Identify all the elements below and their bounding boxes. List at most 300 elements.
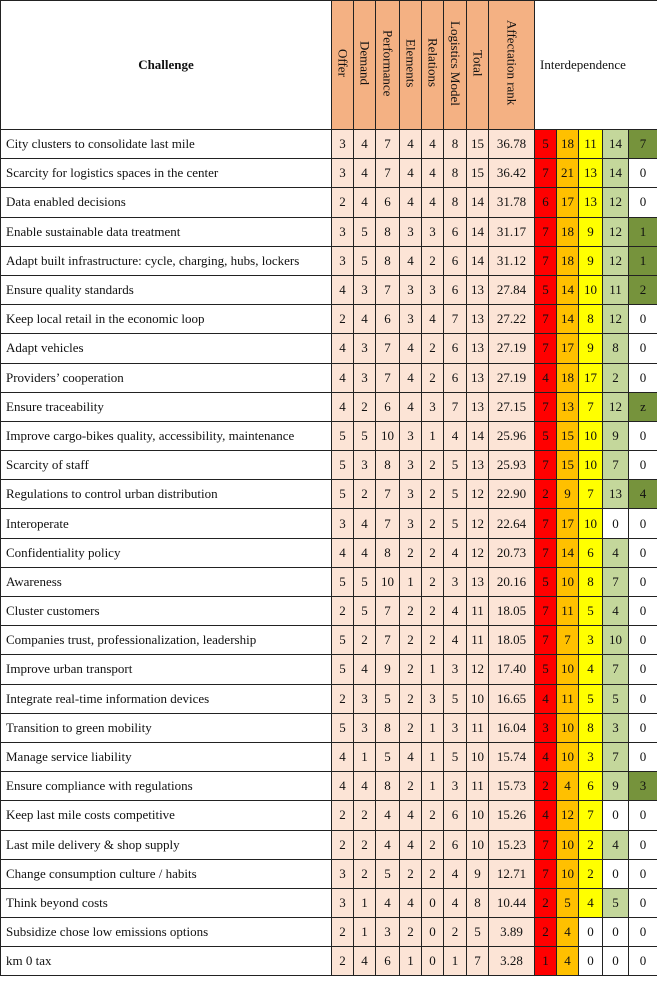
value-cell: 27.19: [489, 334, 535, 363]
interdependence-cell: 14: [557, 305, 579, 334]
value-cell: 11: [467, 772, 489, 801]
value-cell: 2: [332, 305, 354, 334]
value-cell: 5: [332, 451, 354, 480]
interdependence-cell: 3: [579, 742, 603, 771]
value-cell: 8: [467, 888, 489, 917]
challenge-cell: Keep last mile costs competitive: [1, 801, 332, 830]
interdependence-cell: 0: [629, 713, 657, 742]
header-label: Offer: [335, 49, 351, 77]
interdependence-cell: 7: [603, 451, 629, 480]
interdependence-cell: 0: [629, 538, 657, 567]
value-cell: 6: [444, 363, 467, 392]
value-cell: 3: [354, 684, 376, 713]
value-cell: 4: [400, 159, 422, 188]
value-cell: 5: [332, 421, 354, 450]
interdependence-cell: 0: [629, 597, 657, 626]
table-row: [1, 363, 657, 392]
value-cell: 2: [422, 626, 444, 655]
value-cell: 2: [422, 509, 444, 538]
value-cell: 3: [444, 567, 467, 596]
value-cell: 4: [332, 275, 354, 304]
interdependence-cell: 7: [579, 480, 603, 509]
value-cell: 6: [444, 275, 467, 304]
header-challenge: Challenge: [1, 1, 332, 130]
value-cell: 8: [376, 451, 400, 480]
value-cell: 22.90: [489, 480, 535, 509]
value-cell: 15.73: [489, 772, 535, 801]
interdependence-cell: 9: [579, 246, 603, 275]
value-cell: 4: [400, 801, 422, 830]
value-cell: 7: [467, 947, 489, 976]
interdependence-cell: 10: [557, 713, 579, 742]
header-interdependence: Interdependence: [535, 1, 657, 130]
challenge-cell: Ensure compliance with regulations: [1, 772, 332, 801]
interdependence-cell: 0: [629, 363, 657, 392]
value-cell: 2: [332, 684, 354, 713]
value-cell: 2: [400, 772, 422, 801]
value-cell: 4: [400, 130, 422, 159]
value-cell: 3: [444, 713, 467, 742]
value-cell: 5: [444, 451, 467, 480]
value-cell: 3: [332, 509, 354, 538]
value-cell: 2: [354, 480, 376, 509]
value-cell: 10: [467, 801, 489, 830]
value-cell: 3.28: [489, 947, 535, 976]
interdependence-cell: 4: [535, 742, 557, 771]
value-cell: 2: [400, 713, 422, 742]
value-cell: 2: [354, 830, 376, 859]
table-row: [1, 801, 657, 830]
value-cell: 2: [400, 597, 422, 626]
value-cell: 4: [444, 538, 467, 567]
value-cell: 15.23: [489, 830, 535, 859]
interdependence-cell: 10: [557, 655, 579, 684]
interdependence-cell: 5: [579, 684, 603, 713]
value-cell: 4: [400, 392, 422, 421]
value-cell: 11: [467, 713, 489, 742]
challenge-cell: Improve cargo-bikes quality, accessibility, maintenance: [1, 421, 332, 450]
interdependence-cell: 5: [535, 130, 557, 159]
interdependence-cell: 1: [629, 246, 657, 275]
interdependence-cell: 18: [557, 217, 579, 246]
value-cell: 4: [422, 159, 444, 188]
header-column: [376, 1, 400, 130]
interdependence-cell: 2: [535, 888, 557, 917]
interdependence-cell: 2: [535, 918, 557, 947]
interdependence-cell: 8: [579, 713, 603, 742]
value-cell: 5: [444, 684, 467, 713]
interdependence-cell: 7: [629, 130, 657, 159]
challenge-cell: City clusters to consolidate last mile: [1, 130, 332, 159]
value-cell: 6: [376, 305, 400, 334]
value-cell: 3.89: [489, 918, 535, 947]
interdependence-cell: 15: [557, 421, 579, 450]
value-cell: 12: [467, 538, 489, 567]
value-cell: 15.26: [489, 801, 535, 830]
table-row: [1, 538, 657, 567]
value-cell: 3: [332, 130, 354, 159]
interdependence-cell: 7: [557, 626, 579, 655]
table-body: [1, 130, 657, 976]
value-cell: 2: [422, 597, 444, 626]
value-cell: 13: [467, 392, 489, 421]
interdependence-cell: 8: [603, 334, 629, 363]
challenge-cell: Enable sustainable data treatment: [1, 217, 332, 246]
interdependence-cell: 1: [535, 947, 557, 976]
challenge-cell: Transition to green mobility: [1, 713, 332, 742]
interdependence-cell: 17: [557, 509, 579, 538]
interdependence-cell: 12: [557, 801, 579, 830]
value-cell: 4: [444, 859, 467, 888]
interdependence-cell: 4: [535, 684, 557, 713]
interdependence-cell: 4: [557, 918, 579, 947]
table-row: [1, 684, 657, 713]
value-cell: 10: [376, 567, 400, 596]
table-row: [1, 392, 657, 421]
challenge-cell: Regulations to control urban distribution: [1, 480, 332, 509]
value-cell: 7: [376, 363, 400, 392]
value-cell: 4: [354, 772, 376, 801]
interdependence-cell: 0: [629, 947, 657, 976]
value-cell: 3: [444, 772, 467, 801]
interdependence-cell: 4: [603, 538, 629, 567]
value-cell: 5: [444, 742, 467, 771]
value-cell: 7: [376, 275, 400, 304]
value-cell: 4: [400, 742, 422, 771]
interdependence-cell: 0: [629, 888, 657, 917]
value-cell: 31.17: [489, 217, 535, 246]
value-cell: 3: [400, 451, 422, 480]
challenge-cell: Manage service liability: [1, 742, 332, 771]
value-cell: 27.22: [489, 305, 535, 334]
value-cell: 2: [422, 830, 444, 859]
table-row: [1, 130, 657, 159]
value-cell: 4: [444, 421, 467, 450]
interdependence-cell: 0: [629, 626, 657, 655]
interdependence-cell: 0: [629, 859, 657, 888]
header-column: [467, 1, 489, 130]
value-cell: 3: [422, 217, 444, 246]
value-cell: 3: [444, 655, 467, 684]
interdependence-cell: 7: [535, 451, 557, 480]
table-row: [1, 305, 657, 334]
value-cell: 13: [467, 305, 489, 334]
table-row: [1, 888, 657, 917]
value-cell: 2: [354, 859, 376, 888]
value-cell: 13: [467, 275, 489, 304]
interdependence-cell: 10: [557, 859, 579, 888]
value-cell: 1: [422, 655, 444, 684]
table-row: [1, 421, 657, 450]
value-cell: 15: [467, 130, 489, 159]
value-cell: 1: [400, 947, 422, 976]
interdependence-cell: 0: [629, 567, 657, 596]
value-cell: 5: [354, 597, 376, 626]
value-cell: 2: [332, 801, 354, 830]
value-cell: 4: [332, 363, 354, 392]
value-cell: 4: [376, 888, 400, 917]
interdependence-cell: 5: [535, 567, 557, 596]
interdependence-cell: 0: [603, 947, 629, 976]
interdependence-cell: 0: [629, 305, 657, 334]
value-cell: 11: [467, 626, 489, 655]
value-cell: 5: [376, 859, 400, 888]
table-row: [1, 830, 657, 859]
value-cell: 16.65: [489, 684, 535, 713]
challenge-cell: Think beyond costs: [1, 888, 332, 917]
interdependence-cell: 9: [557, 480, 579, 509]
interdependence-cell: 18: [557, 363, 579, 392]
interdependence-cell: 12: [603, 188, 629, 217]
value-cell: 7: [376, 597, 400, 626]
value-cell: 31.78: [489, 188, 535, 217]
value-cell: 3: [400, 509, 422, 538]
value-cell: 3: [422, 684, 444, 713]
interdependence-cell: 18: [557, 246, 579, 275]
interdependence-cell: 5: [535, 421, 557, 450]
interdependence-cell: 8: [579, 567, 603, 596]
value-cell: 27.15: [489, 392, 535, 421]
value-cell: 14: [467, 188, 489, 217]
value-cell: 2: [400, 859, 422, 888]
value-cell: 4: [400, 363, 422, 392]
interdependence-cell: 1: [629, 217, 657, 246]
value-cell: 6: [444, 217, 467, 246]
interdependence-cell: 10: [579, 275, 603, 304]
interdependence-cell: 4: [535, 363, 557, 392]
interdependence-cell: 7: [535, 392, 557, 421]
value-cell: 8: [444, 130, 467, 159]
value-cell: 3: [332, 159, 354, 188]
value-cell: 10: [376, 421, 400, 450]
value-cell: 2: [422, 334, 444, 363]
value-cell: 5: [332, 480, 354, 509]
interdependence-cell: 8: [579, 305, 603, 334]
interdependence-cell: 0: [629, 742, 657, 771]
value-cell: 4: [332, 392, 354, 421]
header-row: [1, 1, 657, 130]
value-cell: 3: [332, 246, 354, 275]
table-row: [1, 217, 657, 246]
value-cell: 3: [354, 334, 376, 363]
value-cell: 2: [422, 801, 444, 830]
value-cell: 1: [422, 772, 444, 801]
table-row: [1, 859, 657, 888]
interdependence-cell: 0: [603, 509, 629, 538]
value-cell: 3: [422, 392, 444, 421]
interdependence-cell: 13: [557, 392, 579, 421]
challenge-cell: Ensure traceability: [1, 392, 332, 421]
table-row: [1, 246, 657, 275]
value-cell: 3: [354, 363, 376, 392]
value-cell: 10: [467, 742, 489, 771]
value-cell: 3: [400, 217, 422, 246]
value-cell: 2: [354, 626, 376, 655]
challenge-cell: Adapt vehicles: [1, 334, 332, 363]
value-cell: 14: [467, 421, 489, 450]
value-cell: 10: [467, 830, 489, 859]
interdependence-cell: 0: [579, 947, 603, 976]
value-cell: 5: [332, 655, 354, 684]
value-cell: 4: [332, 334, 354, 363]
value-cell: 5: [354, 217, 376, 246]
table-row: [1, 509, 657, 538]
interdependence-cell: 4: [629, 480, 657, 509]
value-cell: 4: [376, 801, 400, 830]
interdependence-cell: 10: [557, 742, 579, 771]
interdependence-cell: 7: [579, 392, 603, 421]
value-cell: 3: [354, 275, 376, 304]
interdependence-cell: 4: [603, 830, 629, 859]
value-cell: 4: [354, 130, 376, 159]
value-cell: 12.71: [489, 859, 535, 888]
value-cell: 20.16: [489, 567, 535, 596]
interdependence-cell: 0: [603, 801, 629, 830]
value-cell: 2: [332, 918, 354, 947]
challenge-cell: Interoperate: [1, 509, 332, 538]
table-row: [1, 480, 657, 509]
value-cell: 0: [422, 918, 444, 947]
value-cell: 12: [467, 655, 489, 684]
interdependence-cell: 4: [557, 772, 579, 801]
value-cell: 5: [376, 684, 400, 713]
value-cell: 36.42: [489, 159, 535, 188]
interdependence-cell: 5: [557, 888, 579, 917]
value-cell: 0: [422, 947, 444, 976]
header-label: Elements: [403, 38, 419, 88]
interdependence-cell: 17: [579, 363, 603, 392]
value-cell: 20.73: [489, 538, 535, 567]
value-cell: 4: [376, 830, 400, 859]
interdependence-cell: 7: [535, 509, 557, 538]
value-cell: 2: [332, 947, 354, 976]
value-cell: 6: [444, 246, 467, 275]
table-row: [1, 159, 657, 188]
value-cell: 7: [376, 159, 400, 188]
interdependence-cell: 0: [629, 801, 657, 830]
interdependence-cell: 7: [603, 567, 629, 596]
interdependence-cell: 21: [557, 159, 579, 188]
table-row: [1, 626, 657, 655]
interdependence-cell: 4: [557, 947, 579, 976]
value-cell: 18.05: [489, 597, 535, 626]
interdependence-cell: 13: [579, 188, 603, 217]
value-cell: 4: [444, 626, 467, 655]
value-cell: 8: [376, 217, 400, 246]
interdependence-cell: 14: [557, 538, 579, 567]
interdependence-cell: 5: [535, 655, 557, 684]
value-cell: 4: [354, 947, 376, 976]
value-cell: 27.84: [489, 275, 535, 304]
interdependence-cell: 0: [579, 918, 603, 947]
value-cell: 11: [467, 597, 489, 626]
header-label: Total: [470, 49, 486, 77]
interdependence-cell: 2: [579, 830, 603, 859]
value-cell: 13: [467, 363, 489, 392]
interdependence-cell: 0: [629, 334, 657, 363]
interdependence-cell: 15: [557, 451, 579, 480]
value-cell: 4: [354, 305, 376, 334]
value-cell: 3: [354, 451, 376, 480]
interdependence-cell: 6: [535, 188, 557, 217]
interdependence-cell: 9: [603, 772, 629, 801]
value-cell: 5: [354, 421, 376, 450]
interdependence-cell: 9: [603, 421, 629, 450]
value-cell: 36.78: [489, 130, 535, 159]
value-cell: 8: [376, 538, 400, 567]
value-cell: 8: [444, 188, 467, 217]
table-row: [1, 918, 657, 947]
interdependence-cell: 17: [557, 188, 579, 217]
value-cell: 10: [467, 684, 489, 713]
interdependence-cell: 3: [579, 626, 603, 655]
interdependence-cell: 0: [629, 918, 657, 947]
interdependence-cell: 10: [603, 626, 629, 655]
challenge-cell: Change consumption culture / habits: [1, 859, 332, 888]
value-cell: 10.44: [489, 888, 535, 917]
value-cell: 3: [400, 480, 422, 509]
value-cell: 3: [400, 421, 422, 450]
header-column: [354, 1, 376, 130]
header-column: [422, 1, 444, 130]
value-cell: 8: [444, 159, 467, 188]
interdependence-cell: 13: [603, 480, 629, 509]
value-cell: 12: [467, 480, 489, 509]
interdependence-cell: 0: [629, 451, 657, 480]
value-cell: 31.12: [489, 246, 535, 275]
value-cell: 7: [444, 305, 467, 334]
value-cell: 2: [332, 597, 354, 626]
value-cell: 2: [400, 918, 422, 947]
value-cell: 3: [376, 918, 400, 947]
interdependence-cell: 0: [603, 859, 629, 888]
value-cell: 4: [422, 305, 444, 334]
interdependence-cell: 7: [603, 742, 629, 771]
interdependence-cell: 7: [535, 305, 557, 334]
interdependence-cell: 10: [579, 451, 603, 480]
interdependence-cell: 14: [603, 159, 629, 188]
challenge-cell: Awareness: [1, 567, 332, 596]
header-label: Logistics Model: [448, 20, 463, 106]
value-cell: 2: [400, 684, 422, 713]
interdependence-cell: 0: [629, 421, 657, 450]
interdependence-cell: 7: [535, 597, 557, 626]
interdependence-cell: 14: [557, 275, 579, 304]
interdependence-cell: 3: [535, 713, 557, 742]
interdependence-cell: 2: [535, 772, 557, 801]
value-cell: 4: [400, 830, 422, 859]
value-cell: 4: [354, 159, 376, 188]
interdependence-cell: 12: [603, 246, 629, 275]
value-cell: 1: [422, 421, 444, 450]
value-cell: 2: [422, 859, 444, 888]
value-cell: 8: [376, 246, 400, 275]
value-cell: 4: [400, 888, 422, 917]
interdependence-cell: 18: [557, 130, 579, 159]
value-cell: 2: [400, 655, 422, 684]
interdependence-cell: 2: [603, 363, 629, 392]
value-cell: 6: [444, 334, 467, 363]
interdependence-cell: 7: [535, 626, 557, 655]
header-label: Demand: [357, 40, 373, 86]
interdependence-cell: 4: [535, 801, 557, 830]
challenge-cell: Scarcity of staff: [1, 451, 332, 480]
value-cell: 4: [332, 742, 354, 771]
interdependence-cell: 14: [603, 130, 629, 159]
challenge-cell: Keep local retail in the economic loop: [1, 305, 332, 334]
value-cell: 1: [354, 742, 376, 771]
table-row: [1, 947, 657, 976]
